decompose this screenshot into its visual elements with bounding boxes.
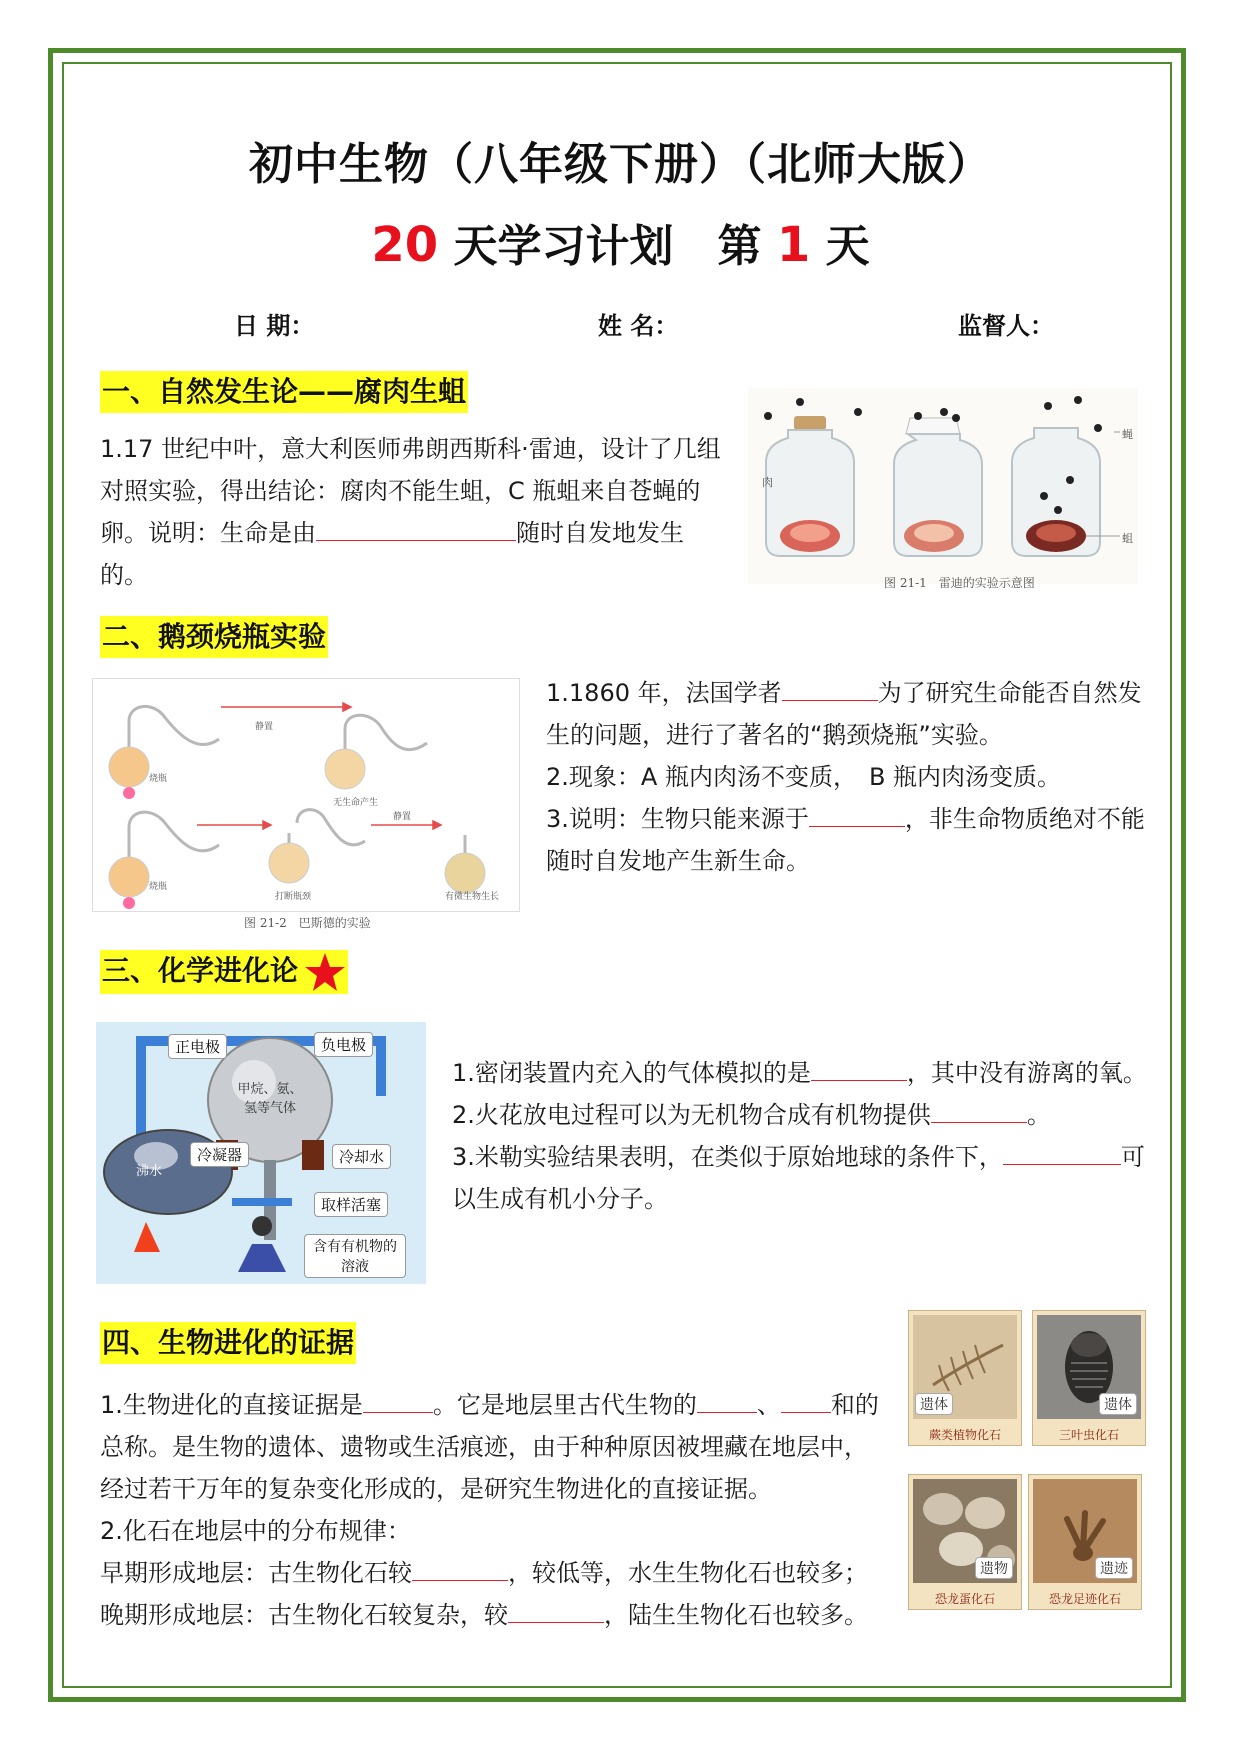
jar-corked (766, 416, 854, 556)
fossil-dino-egg (908, 1474, 1022, 1610)
fossil-dino-track (1028, 1474, 1142, 1610)
sampling-valve-label: 取样活塞 (314, 1192, 388, 1217)
fossil-fern (908, 1310, 1022, 1446)
fill-blank[interactable] (811, 1079, 907, 1081)
day-number: 1 (776, 217, 811, 273)
page-title: 初中生物（八年级下册）（北师大版） (249, 139, 992, 190)
fill-blank[interactable] (412, 1579, 508, 1581)
section-3-text: 1.密闭装置内充入的气体模拟的是 ，其中没有游离的氧。 2.火花放电过程可以为无机物合成有机物提供 。 3.米勒实验结果表明，在类似于原始地球的条件下， 可以生成有机小分子。 (452, 1059, 1147, 1213)
fossil-caption: 恐龙足迹化石 (1048, 1592, 1121, 1606)
pasteur-experiment-figure (92, 678, 520, 912)
fossil-caption: 恐龙蛋化石 (934, 1592, 995, 1606)
boil-label-2: 烧瓶 (149, 882, 168, 892)
boiling-water-label: 沸水 (136, 1164, 163, 1179)
fill-blank[interactable] (931, 1121, 1027, 1123)
date-label: 日 期： (234, 312, 315, 340)
condenser-label: 冷凝器 (190, 1142, 249, 1167)
fossil-tag: 遗迹 (1095, 1557, 1133, 1579)
no-life-label: 无生命产生 (333, 798, 379, 808)
plan-subtitle (0, 210, 1241, 274)
supervisor-label: 监督人： (958, 312, 1054, 340)
section-4-heading: 四、生物进化的证据 (100, 1322, 356, 1364)
redi-experiment-figure (748, 388, 1138, 584)
fill-blank[interactable] (316, 539, 516, 541)
plan-days: 20 (371, 217, 439, 273)
fossil-tag: 遗体 (915, 1393, 953, 1415)
fossil-tag: 遗体 (1099, 1393, 1137, 1415)
positive-electrode-label: 正电极 (168, 1034, 227, 1059)
fill-blank[interactable] (1003, 1163, 1121, 1165)
fossil-trilobite (1032, 1310, 1146, 1446)
break-neck-label: 打断瓶颈 (275, 892, 312, 902)
name-label: 姓 名： (598, 312, 679, 340)
still-label-1: 静置 (255, 722, 274, 732)
maggot-label: 蛆 (1122, 532, 1133, 545)
miller-apparatus-figure (96, 1022, 426, 1284)
microbe-label: 有微生物生长 (445, 892, 500, 902)
fossil-tag: 遗物 (975, 1557, 1013, 1579)
section-1-heading: 一、自然发生论——腐肉生蛆 (100, 371, 468, 413)
solution-label: 含有有机物的溶液 (304, 1234, 406, 1278)
section-4-text: 1.生物进化的直接证据是 。它是地层里古代生物的 、 和的总称。是生物的遗体、遗物或生活痕迹，由于种种原因被埋藏在地层中，经过若干万年的复杂变化形成的，是研究生物进化的直接证据。 2.化石在地层中的分布规律： 早期形成地层：古生物化石较 ，较低等，水生生物化石也较多； 晚期形成地层：古生物化石较复杂，较 ，陆生生物化石也较多。 (100, 1391, 879, 1629)
fill-blank[interactable] (781, 1411, 831, 1413)
fill-blank[interactable] (363, 1411, 433, 1413)
plan-text: 天学习计划 第 (438, 221, 777, 272)
fossil-caption: 蕨类植物化石 (928, 1428, 1001, 1442)
day-suffix: 天 (810, 221, 870, 272)
still-label-2: 静置 (393, 812, 412, 822)
fill-blank[interactable] (508, 1621, 604, 1623)
fossil-caption: 三叶虫化石 (1058, 1428, 1119, 1442)
cooling-water-label: 冷却水 (332, 1144, 391, 1169)
section-1-text: 1.17 世纪中叶，意大利医师弗朗西斯科·雷迪，设计了几组对照实验，得出结论：腐肉不能生蛆，C 瓶蛆来自苍蝇的卵。说明：生命是由 随时自发地发生的。 (100, 435, 721, 589)
fill-blank[interactable] (697, 1411, 757, 1413)
meat-label: 肉 (762, 476, 773, 489)
jars-illustration (748, 388, 1138, 584)
section-2-heading: 二、鹅颈烧瓶实验 (100, 616, 328, 658)
boil-label-1: 烧瓶 (149, 774, 168, 784)
star-icon (304, 952, 346, 992)
fill-blank[interactable] (782, 699, 878, 701)
fly-label: 蝇 (1122, 428, 1133, 441)
fill-blank[interactable] (809, 825, 905, 827)
negative-electrode-label: 负电极 (314, 1032, 373, 1057)
swan-neck-flasks (93, 679, 519, 911)
pasteur-figure-caption: 图 21-2 巴斯德的实验 (244, 916, 371, 930)
section-3-heading: 三、化学进化论 (100, 950, 348, 994)
redi-figure-caption: 图 21-1 雷迪的实验示意图 (884, 576, 1035, 590)
gas-label: 甲烷、氨、氢等气体 (237, 1082, 303, 1116)
jar-open (1012, 396, 1102, 556)
section-2-text: 1.1860 年，法国学者 为了研究生命能否自然发生的问题，进行了著名的“鹅颈烧瓶”实验。 2.现象：A 瓶内肉汤不变质， B 瓶内肉汤变质。 3.说明：生物只能来源于 ，非生命物质绝对不能随时自发地产生新生命。 (546, 679, 1145, 875)
jar-gauze (894, 408, 982, 556)
